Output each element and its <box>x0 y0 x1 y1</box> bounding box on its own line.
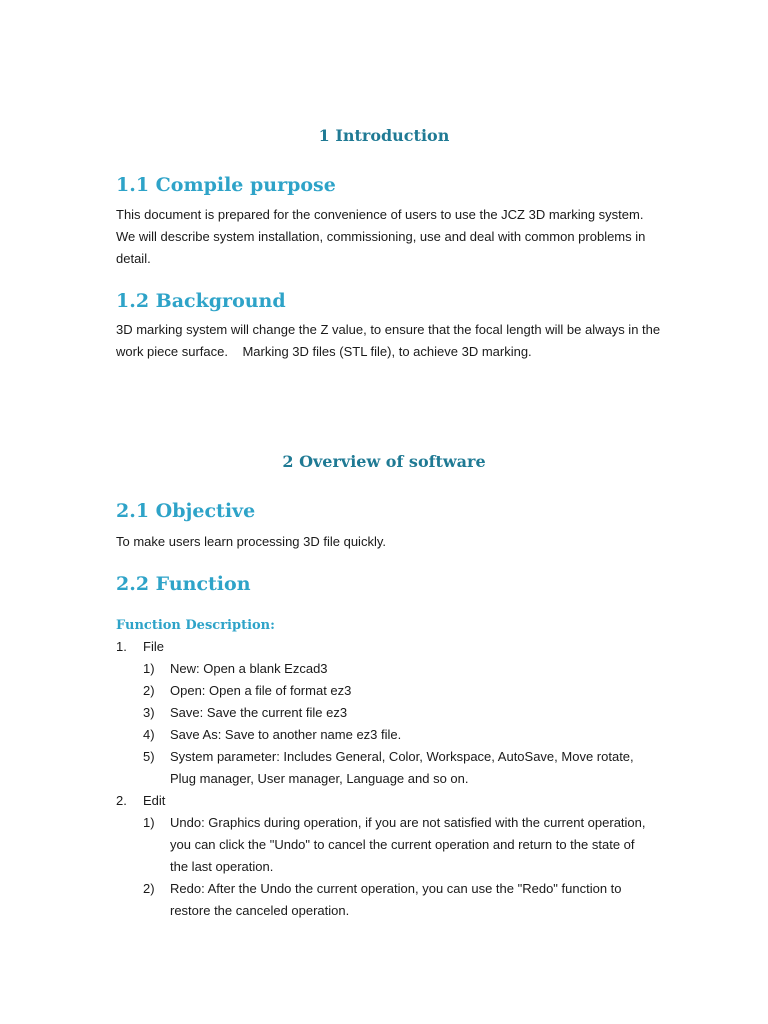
list-subtext: System parameter: Includes General, Color, Workspace, AutoSave, Move rotate, Plug manager, User manager, Language and so on. <box>170 749 634 786</box>
list-subitem <box>143 812 663 878</box>
list-subitem <box>143 658 663 680</box>
background-text: 3D marking system will change the Z value, to ensure that the focal length will be always in the work piece surface. Marking 3D files (STL file), to achieve 3D marking. <box>116 322 664 359</box>
list-subitem <box>143 878 663 922</box>
list-subnumber: 1) <box>143 815 155 830</box>
list-subtext: New: Open a blank Ezcad3 <box>170 661 328 676</box>
list-subtext: Open: Open a file of format ez3 <box>170 683 352 698</box>
heading-background: 1.2 Background <box>116 290 286 312</box>
list-subitem <box>143 746 663 790</box>
chapter-1-title: 1 Introduction <box>318 126 450 145</box>
list-subtext: Undo: Graphics during operation, if you are not satisfied with the current operation, you can click the "Undo" to cancel the current operation and return to the state of the last operation. <box>170 815 646 874</box>
list-subitem <box>143 702 663 724</box>
objective-text: To make users learn processing 3D file quickly. <box>116 534 386 549</box>
list-subnumber: 2) <box>143 683 155 698</box>
heading-objective: 2.1 Objective <box>116 500 256 522</box>
compile-purpose-text: This document is prepared for the convenience of users to use the JCZ 3D marking system. We will describe system installation, commissioning, use and deal with common problems in detail. <box>116 207 646 266</box>
list-subnumber: 5) <box>143 749 155 764</box>
list-subtext: Save As: Save to another name ez3 file. <box>170 727 402 742</box>
list-subnumber: 3) <box>143 705 155 720</box>
heading-compile-purpose: 1.1 Compile purpose <box>116 174 336 196</box>
list-label: Edit <box>143 793 166 808</box>
list-subtext: Save: Save the current file ez3 <box>170 705 348 720</box>
list-label: File <box>143 639 164 654</box>
list-subitem <box>143 724 663 746</box>
list-number: 2. <box>116 793 127 808</box>
chapter-2-title: 2 Overview of software <box>282 452 486 471</box>
list-subnumber: 2) <box>143 881 155 896</box>
list-subnumber: 4) <box>143 727 155 742</box>
list-subitem <box>143 680 663 702</box>
list-item-file <box>116 636 656 658</box>
list-item-edit <box>116 790 656 812</box>
list-subnumber: 1) <box>143 661 155 676</box>
list-subtext: Redo: After the Undo the current operation, you can use the "Redo" function to restore the canceled operation. <box>170 881 622 918</box>
heading-function: 2.2 Function <box>116 573 251 595</box>
function-description-subheading: Function Description: <box>116 618 275 633</box>
list-number: 1. <box>116 639 127 654</box>
